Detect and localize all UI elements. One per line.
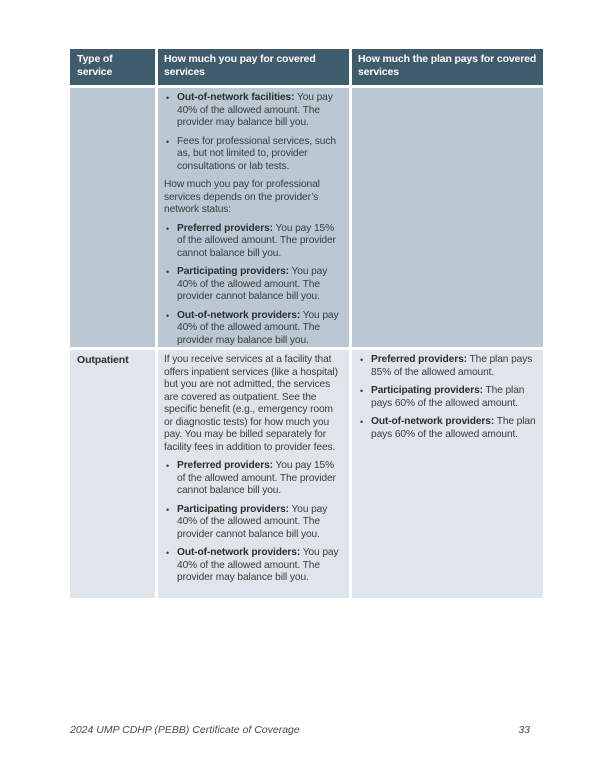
bullet-icon: • [166,310,170,321]
bullet-icon: • [166,548,170,558]
service-cell-empty [70,88,155,347]
benefits-table [70,49,543,598]
bullet-icon: • [166,267,170,277]
bullet-icon: • [166,93,170,103]
item-text: Preferred providers: The plan pays 85% of the allowed amount. [371,354,533,378]
bullet-item [164,310,343,348]
plan-pays-cell-row1 [352,88,543,347]
bullet-icon: • [166,461,170,471]
item-text: Participating providers: You pay 40% of the allowed amount. The provider cannot balance bill you. [177,266,328,302]
bullet-item [358,416,537,441]
you-pay-cell-row2 [158,350,349,598]
footer-document-title: 2024 UMP CDHP (PEBB) Certificate of Coverage [70,724,300,736]
bullet-icon: • [360,417,364,427]
you-pay-cell-row1 [158,88,349,347]
item-text: Out-of-network providers: You pay 40% of the allowed amount. The provider may balance bill you. [177,547,339,583]
item-text: Preferred providers: You pay 15% of the allowed amount. The provider cannot balance bill you. [177,460,336,496]
service-cell-outpatient: Outpatient [70,350,155,598]
paragraph: How much you pay for professional services depends on the provider’s network status: [164,179,320,215]
page-footer [70,724,530,737]
bullet-item [358,385,537,410]
header-cell-type-of-service: Type of service [70,49,155,85]
bullet-item [358,354,537,379]
header-cell-plan-pays: How much the plan pays for covered services [352,49,543,85]
item-text: Fees for professional services, such as, but not limited to, provider consultations or lab tests. [177,135,336,172]
item-text: Preferred providers: You pay 15% of the allowed amount. The provider cannot balance bill you. [177,222,336,259]
footer-page-number: 33 [518,724,530,736]
item-text: Out-of-network facilities: You pay 40% of the allowed amount. The provider may balance bill you. [177,92,333,128]
bullet-item [164,504,343,542]
bullet-item [164,547,343,585]
item-text: Participating providers: You pay 40% of the allowed amount. The provider cannot balance bill you. [177,503,328,540]
paragraph: If you receive services at a facility that offers inpatient services (like a hospital) but you are not admitted, the services are covered as outpatient. See the specific benefit (e.g., emergency room or diagnostic tests) for how much you pay. You may be billed separately for facility fees in addition to provider fees. [164,354,338,453]
bullet-icon: • [360,386,364,396]
bullet-icon: • [360,355,364,365]
bullet-item [164,92,343,130]
header-cell-you-pay: How much you pay for covered services [158,49,349,85]
bullet-icon: • [166,504,170,515]
plan-pays-cell-row2 [352,350,543,598]
bullet-item [164,460,343,498]
bullet-icon: • [166,223,170,234]
bullet-item [164,136,343,174]
bullet-icon: • [166,136,170,147]
item-text: Out-of-network providers: You pay 40% of the allowed amount. The provider may balance bill you. [177,309,339,346]
bullet-item [164,223,343,261]
item-text: Out-of-network providers: The plan pays 60% of the allowed amount. [371,416,536,440]
item-text: Participating providers: The plan pays 60% of the allowed amount. [371,385,525,409]
bullet-item [164,266,343,304]
